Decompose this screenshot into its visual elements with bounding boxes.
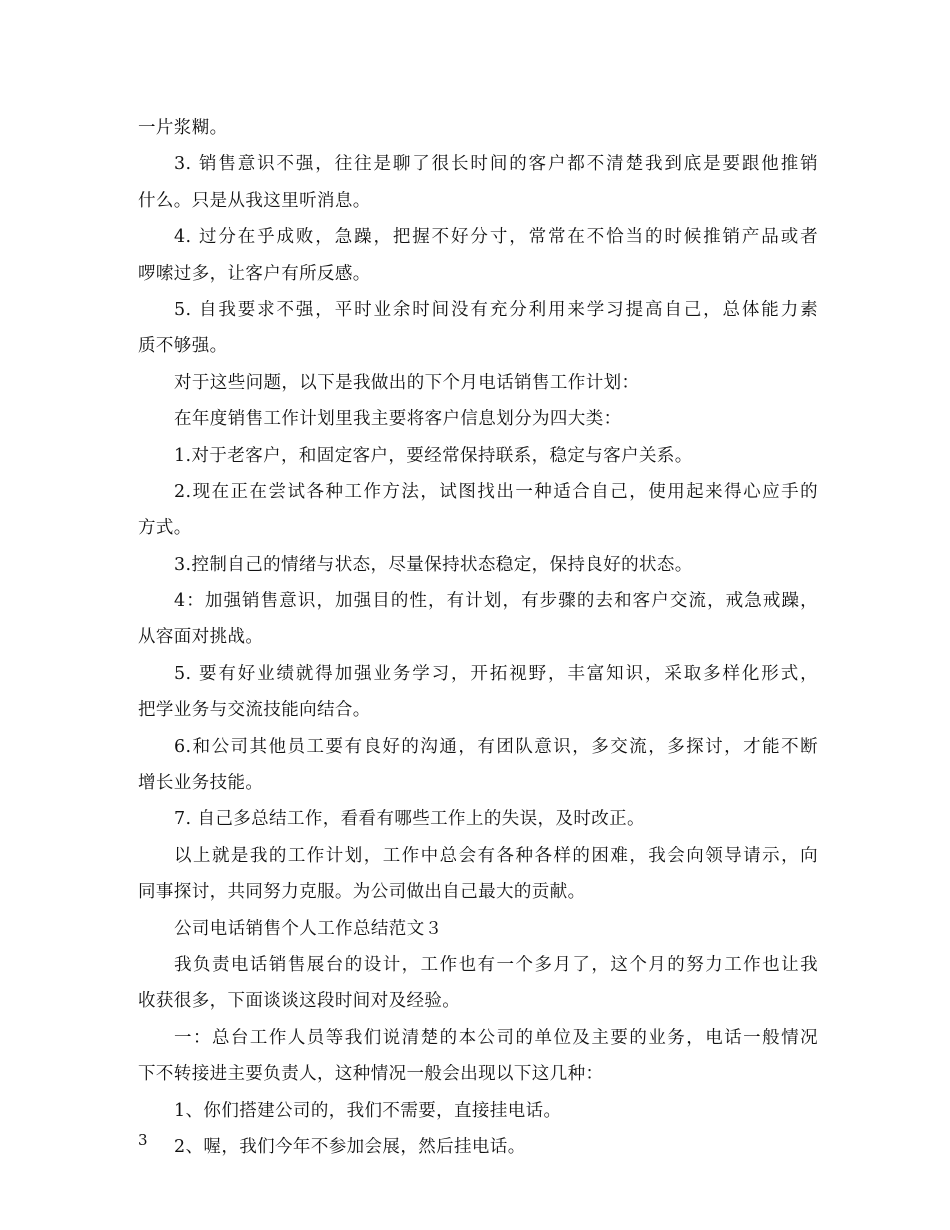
text-line: 2、喔，我们今年不参加会展，然后挂电话。: [174, 1136, 526, 1157]
text-line: 2.现在正在尝试各种工作方法，试图找出一种适合自己，使用起来得心应手的: [174, 481, 818, 502]
text-line: 5. 要有好业绩就得加强业务学习，开拓视野，丰富知识，采取多样化形式，: [174, 663, 818, 684]
text-line: 收获很多，下面谈谈这段时间对及经验。: [138, 991, 461, 1012]
text-line: 下不转接进主要负责人，这种情况一般会出现以下这几种：: [138, 1064, 604, 1085]
text-line: 以上就是我的工作计划，工作中总会有各种各样的困难，我会向领导请示，向: [174, 845, 818, 866]
text-line: 7. 自己多总结工作，看看有哪些工作上的失误，及时改正。: [174, 809, 645, 830]
text-line: 质不够强。: [138, 336, 228, 357]
text-line: 3. 销售意识不强，往往是聊了很长时间的客户都不清楚我到底是要跟他推销: [174, 154, 818, 175]
page-number: 3: [138, 1131, 148, 1149]
text-line: 啰嗦过多，让客户有所反感。: [138, 263, 371, 284]
text-line: 把学业务与交流技能向结合。: [138, 700, 371, 721]
text-line: 同事探讨，共同努力克服。为公司做出自己最大的贡献。: [138, 882, 586, 903]
text-line: 1、你们搭建公司的，我们不需要，直接挂电话。: [174, 1100, 562, 1121]
text-line: 5. 自我要求不强，平时业余时间没有充分利用来学习提高自己，总体能力素: [174, 299, 818, 320]
text-line: 从容面对挑战。: [138, 627, 264, 648]
text-line: 4：加强销售意识，加强目的性，有计划，有步骤的去和客户交流，戒急戒躁，: [174, 591, 818, 612]
text-line: 6.和公司其他员工要有良好的沟通，有团队意识，多交流，多探讨，才能不断: [174, 736, 818, 757]
text-line: 公司电话销售个人工作总结范文３: [174, 918, 443, 939]
text-line: 1.对于老客户，和固定客户，要经常保持联系，稳定与客户关系。: [174, 445, 693, 466]
text-line: 什么。只是从我这里听消息。: [138, 190, 371, 211]
document-body: [138, 110, 818, 1165]
text-line: 方式。: [138, 518, 192, 539]
text-line: 3.控制自己的情绪与状态，尽量保持状态稳定，保持良好的状态。: [174, 554, 693, 575]
text-line: 我负责电话销售展台的设计，工作也有一个多月了，这个月的努力工作也让我: [174, 954, 818, 975]
text-line: 增长业务技能。: [138, 773, 264, 794]
text-line: 对于这些问题，以下是我做出的下个月电话销售工作计划：: [174, 372, 640, 393]
text-line: 一片浆糊。: [138, 118, 228, 138]
text-line: 4. 过分在乎成败，急躁，把握不好分寸，常常在不恰当的时候推销产品或者: [174, 227, 818, 248]
text-line: 在年度销售工作计划里我主要将客户信息划分为四大类：: [174, 409, 622, 430]
text-line: 一：总台工作人员等我们说清楚的本公司的单位及主要的业务，电话一般情况: [174, 1027, 818, 1048]
